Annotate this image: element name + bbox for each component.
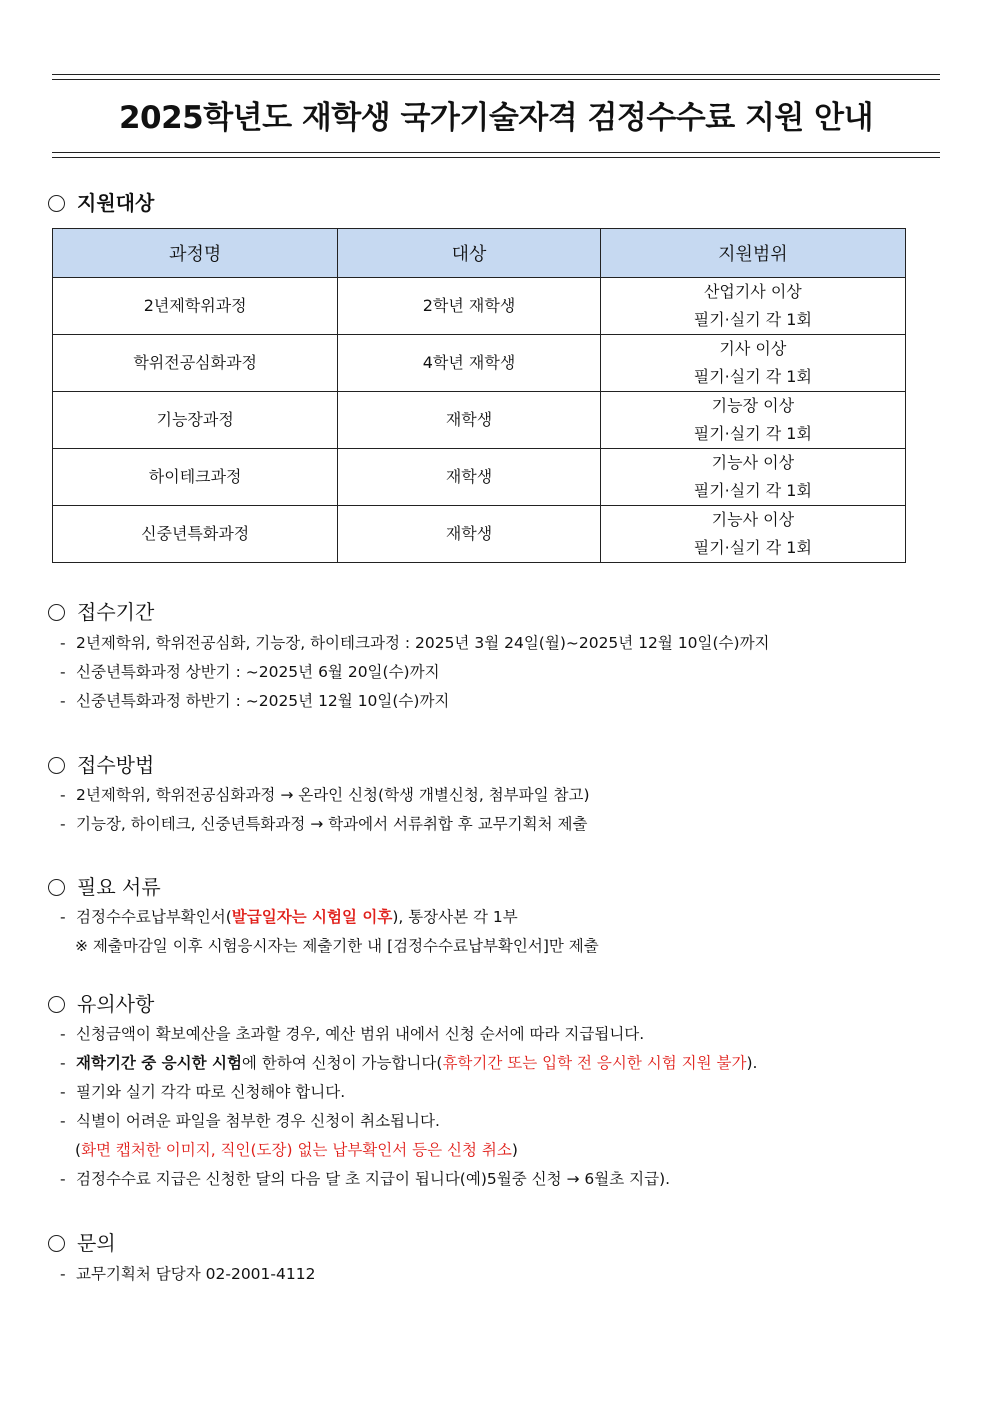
notes-line: - 식별이 어려운 파일을 첨부한 경우 신청이 취소됩니다. xyxy=(60,1112,440,1130)
scope-count: 필기·실기 각 1회 xyxy=(693,538,812,557)
circle-bullet-icon xyxy=(48,879,65,896)
table-row xyxy=(53,392,906,449)
cell-scope xyxy=(600,335,905,392)
page-title: 2025학년도 재학생 국가기술자격 검정수수료 지원 안내 xyxy=(118,100,874,136)
period-line: - 신중년특화과정 상반기 : ~2025년 6월 20일(수)까지 xyxy=(60,663,440,681)
scope-level: 기능장 이상 xyxy=(711,396,795,415)
scope-level: 기능사 이상 xyxy=(711,453,795,472)
notes-line: - 재학기간 중 응시한 시험에 한하여 신청이 가능합니다(휴학기간 또는 입학 전 응시한 시험 지원 불가). xyxy=(60,1054,758,1072)
issue-date-warning: 발급일자는 시험일 이후 xyxy=(231,908,393,926)
cell-scope xyxy=(600,506,905,563)
table-header-scope: 지원범위 xyxy=(600,229,905,278)
scope-level: 기사 이상 xyxy=(719,339,787,358)
table-row xyxy=(53,278,906,335)
section-heading-eligibility: 지원대상 xyxy=(48,187,154,216)
notes-subline: (화면 캡처한 이미지, 직인(도장) 없는 납부확인서 등은 신청 취소) xyxy=(75,1141,518,1159)
contact-line: - 교무기획처 담당자 02-2001-4112 xyxy=(60,1265,316,1283)
documents-line: - 검정수수료납부확인서(발급일자는 시험일 이후), 통장사본 각 1부 xyxy=(60,908,518,926)
bottom-rule-inner xyxy=(52,152,940,153)
cell-scope xyxy=(600,392,905,449)
scope-count: 필기·실기 각 1회 xyxy=(693,424,812,443)
table-row xyxy=(53,449,906,506)
notes-line: - 검정수수료 지급은 신청한 달의 다음 달 초 지급이 됩니다(예)5월중 신청 → 6월초 지급). xyxy=(60,1170,671,1188)
method-line: - 기능장, 하이테크, 신중년특화과정 → 학과에서 서류취합 후 교무기획처 제출 xyxy=(60,815,588,833)
cell-target: 재학생 xyxy=(338,449,600,506)
cell-scope xyxy=(600,449,905,506)
cell-target: 4학년 재학생 xyxy=(338,335,600,392)
cell-scope xyxy=(600,278,905,335)
scope-count: 필기·실기 각 1회 xyxy=(693,481,812,500)
circle-bullet-icon xyxy=(48,996,65,1013)
scope-count: 필기·실기 각 1회 xyxy=(693,310,812,329)
table-header-target: 대상 xyxy=(338,229,600,278)
section-heading-notes: 유의사항 xyxy=(48,988,154,1017)
scope-count: 필기·실기 각 1회 xyxy=(693,367,812,386)
cell-course: 기능장과정 xyxy=(53,392,338,449)
cell-target: 재학생 xyxy=(338,392,600,449)
cell-target: 2학년 재학생 xyxy=(338,278,600,335)
table-header-course: 과정명 xyxy=(53,229,338,278)
cell-course: 신중년특화과정 xyxy=(53,506,338,563)
table-row xyxy=(53,335,906,392)
period-line: - 신중년특화과정 하반기 : ~2025년 12월 10일(수)까지 xyxy=(60,692,450,710)
cell-course: 학위전공심화과정 xyxy=(53,335,338,392)
top-rule-inner xyxy=(52,79,940,80)
table-header-row xyxy=(53,229,906,278)
cell-target: 재학생 xyxy=(338,506,600,563)
scope-level: 산업기사 이상 xyxy=(703,282,802,301)
section-heading-period: 접수기간 xyxy=(48,596,154,625)
support-table xyxy=(52,228,906,563)
table-row xyxy=(53,506,906,563)
documents-note: ※ 제출마감일 이후 시험응시자는 제출기한 내 [검정수수료납부확인서]만 제출 xyxy=(75,937,599,955)
bottom-rule-outer xyxy=(52,157,940,158)
scope-level: 기능사 이상 xyxy=(711,510,795,529)
cell-course: 하이테크과정 xyxy=(53,449,338,506)
top-rule-outer xyxy=(52,74,940,75)
section-heading-method: 접수방법 xyxy=(48,749,154,778)
notes-line: - 신청금액이 확보예산을 초과할 경우, 예산 범위 내에서 신청 순서에 따라 지급됩니다. xyxy=(60,1025,645,1043)
circle-bullet-icon xyxy=(48,195,65,212)
period-line: - 2년제학위, 학위전공심화, 기능장, 하이테크과정 : 2025년 3월 24일(월)~2025년 12월 10일(수)까지 xyxy=(60,634,770,652)
notes-line: - 필기와 실기 각각 따로 신청해야 합니다. xyxy=(60,1083,346,1101)
section-heading-documents: 필요 서류 xyxy=(48,871,161,900)
circle-bullet-icon xyxy=(48,1235,65,1252)
circle-bullet-icon xyxy=(48,757,65,774)
section-heading-contact: 문의 xyxy=(48,1227,116,1256)
method-line: - 2년제학위, 학위전공심화과정 → 온라인 신청(학생 개별신청, 첨부파일 참고) xyxy=(60,786,590,804)
cell-course: 2년제학위과정 xyxy=(53,278,338,335)
circle-bullet-icon xyxy=(48,604,65,621)
